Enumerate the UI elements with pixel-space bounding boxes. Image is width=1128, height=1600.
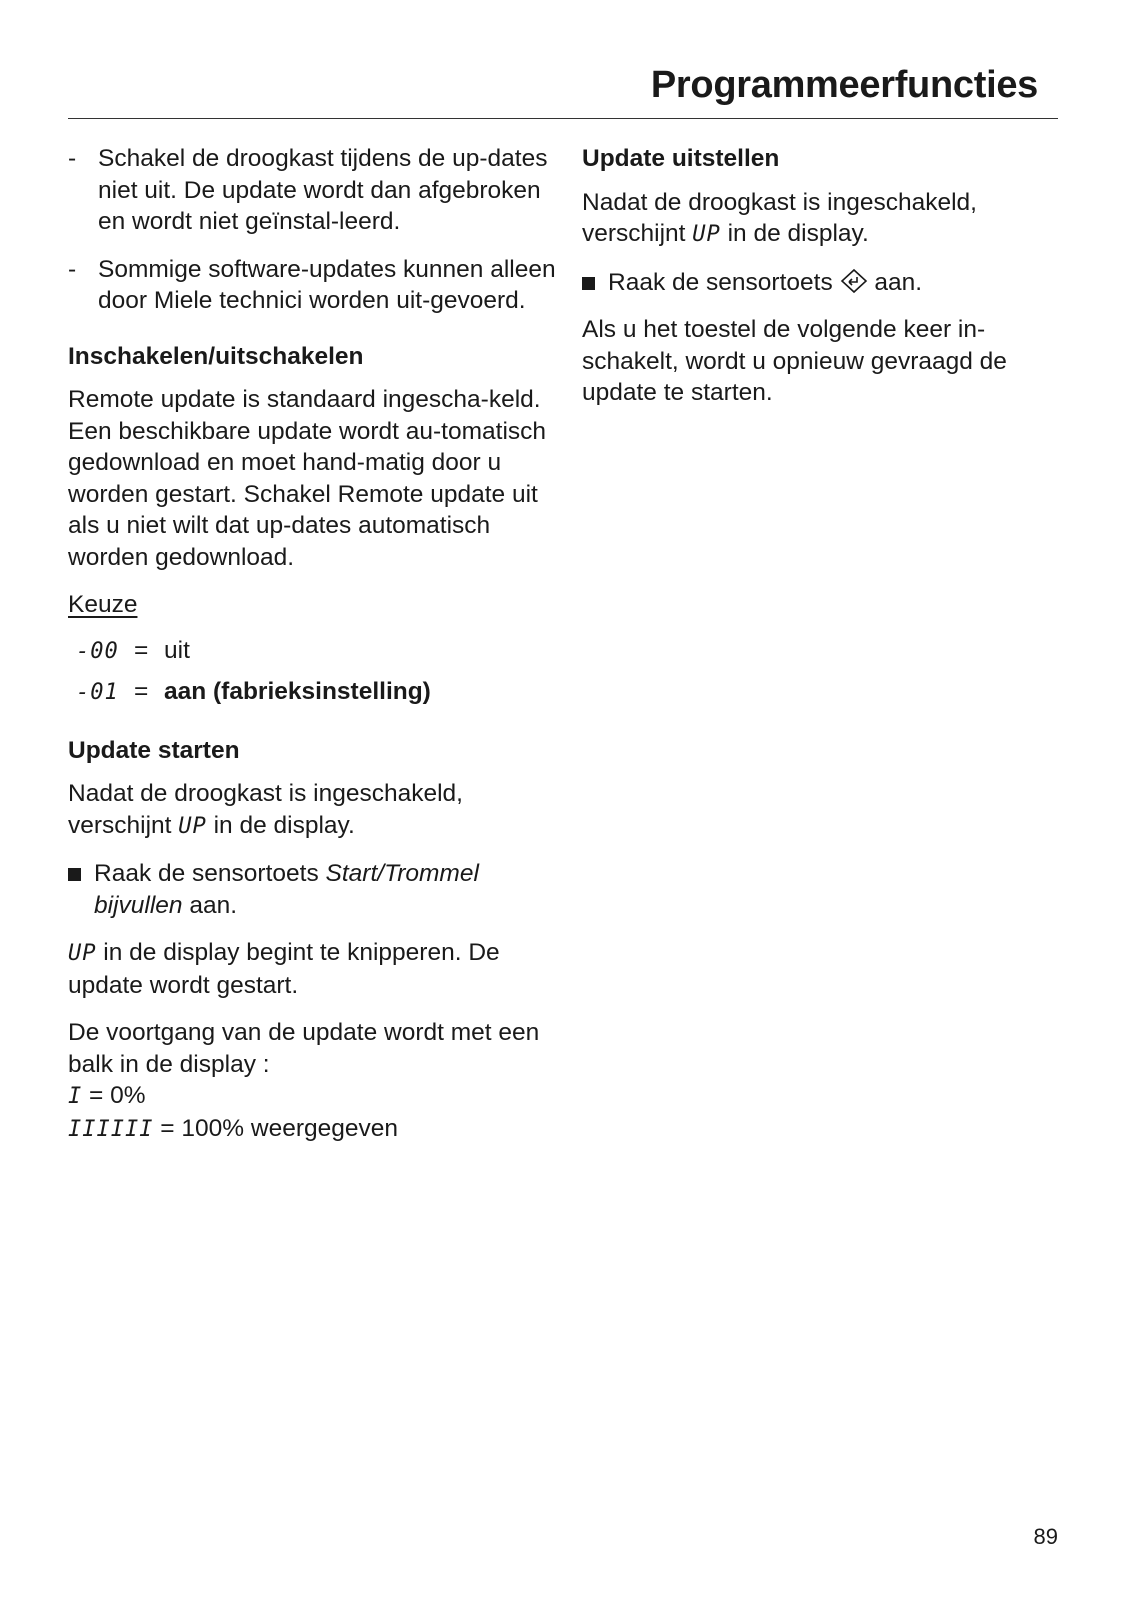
choice-label: Keuze [68,591,138,618]
list-item [68,143,558,238]
outro-paragraph: Als u het toestel de volgende keer in-schakelt, wordt u opnieuw gevraagd de update te starten. [582,316,1007,406]
square-bullet-icon [68,868,81,881]
equals-sign: = [134,636,149,664]
blink-text: in de display begint te knipperen. De update wordt gestart. [68,939,500,999]
intro-text: Nadat de droogkast is ingeschakeld, verschijnt [68,780,463,839]
display-code: IIIIII [68,1116,154,1142]
choice-value: aan (fabrieksinstelling) [164,678,431,705]
intro-text-end: in de display. [206,811,355,839]
blink-paragraph [68,937,558,1001]
display-code: -01 [76,680,119,705]
list-item-text: Sommige software-updates kunnen alleen door Miele technici worden uit-gevoerd. [98,255,556,314]
square-bullet-icon [582,277,595,290]
instruction-step [68,858,558,921]
instruction-step [582,267,1062,299]
step-text: Raak de sensortoets [608,268,840,296]
diamond-arrow-icon [840,268,868,294]
list-item [68,254,558,317]
page-title: Programmeerfuncties [650,64,1038,106]
header-divider [68,118,1058,119]
display-code: UP [68,941,97,966]
display-code: I [68,1084,83,1109]
progress-max-text: = 100% weergegeven [153,1114,398,1142]
section-heading-update-starten: Update starten [68,736,240,764]
section-heading-inschakelen: Inschakelen/uitschakelen [68,342,364,370]
intro-paragraph [582,187,1062,251]
progress-min [68,1080,558,1113]
section-heading-update-uitstellen: Update uitstellen [582,145,780,172]
progress-intro: De voortgang van de update wordt met een balk in de display : [68,1019,540,1078]
display-code: -00 [76,638,119,664]
page-number: 89 [1033,1524,1058,1549]
list-item-text: Schakel de droogkast tijdens de up-dates niet uit. De update wordt dan afgebroken en wordt niet geïnstal-leerd. [98,145,548,235]
equals-sign: = [134,678,149,705]
intro-paragraph [68,778,558,842]
step-text: Raak de sensortoets [94,860,326,887]
right-column [582,143,1062,425]
step-text-end: aan. [867,268,923,296]
choice-row-on [68,676,558,709]
dash-marker: - [68,255,77,283]
left-column [68,143,558,1145]
progress-min-text: = 0% [82,1082,146,1109]
dash-marker: - [68,145,77,172]
section-body: Remote update is standaard ingescha-keld. Een beschikbare update wordt au-tomatisch gedownload en moet hand-matig door u worden gestart. Schakel Remote update uit als u niet wilt dat up-dates automatisch worden gedownload. [68,386,547,571]
display-code: UP [692,222,721,247]
display-code: UP [178,813,207,839]
intro-text: Nadat de droogkast is ingeschakeld, verschijnt [582,188,977,247]
choice-row-off [68,635,558,668]
sensor-key-name: Start/Trommel bijvullen [94,860,479,919]
choice-value: uit [164,636,190,664]
intro-text-end: in de display. [720,220,869,247]
step-text-end: aan. [182,891,238,919]
progress-max [68,1113,558,1146]
